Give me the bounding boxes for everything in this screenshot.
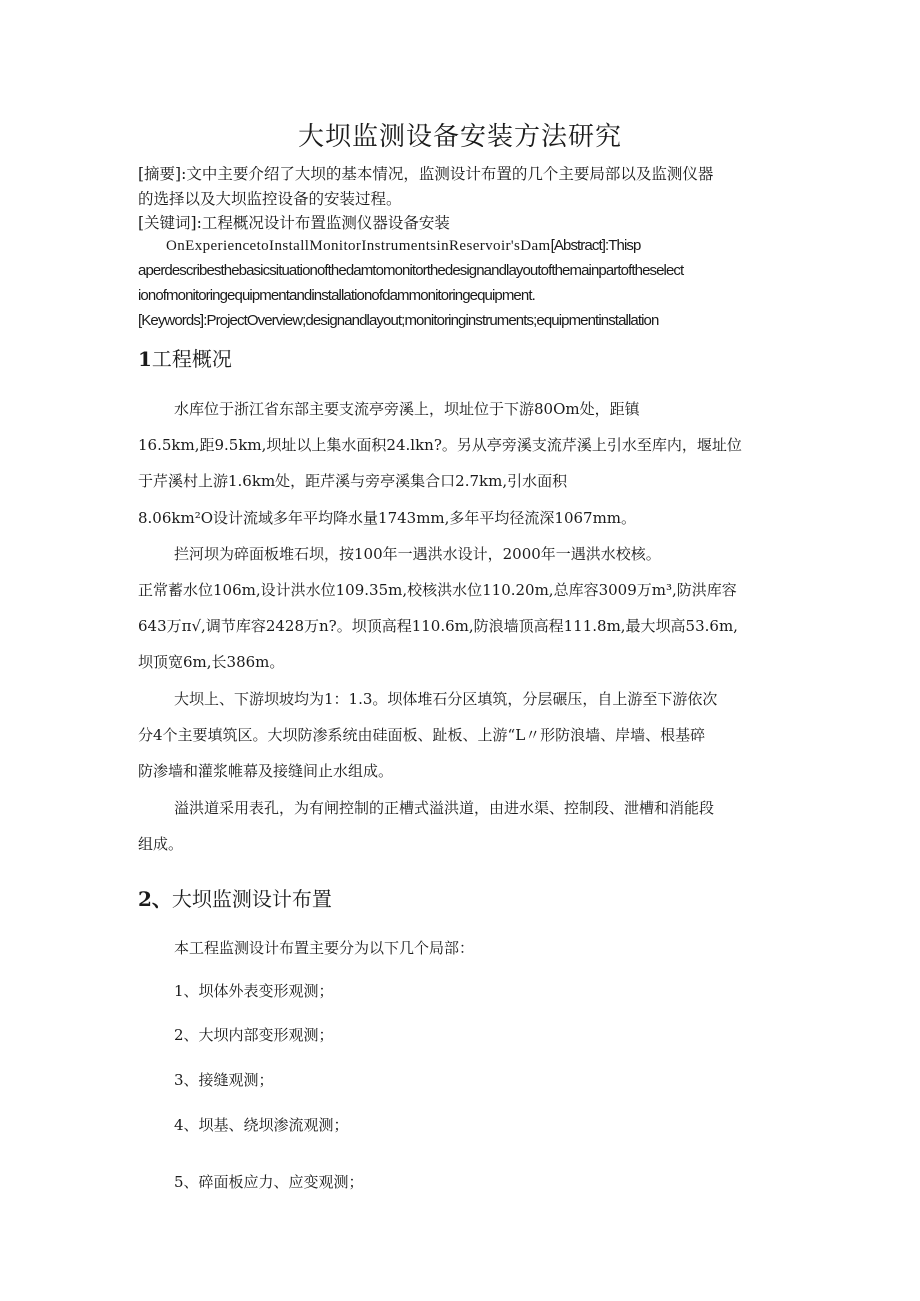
- s1-line-7: 643万π√,调节库容2428万n?。坝顶高程110.6m,防浪墙顶高程111.8m,最大坝高53.6m,: [138, 617, 738, 635]
- s1-line-11: 防渗墙和灌浆帷幕及接缝间止水组成。: [138, 762, 394, 780]
- section-1-heading: [138, 343, 232, 372]
- english-title: OnExperiencetoInstallMonitorInstrumentsinReservoir'sDam: [166, 238, 551, 254]
- s1-line-13: 组成。: [138, 835, 184, 853]
- s1-line-9: 大坝上、下游坝坡均为1：1.3。坝体堆石分区填筑，分层碾压，自上游至下游依次: [174, 690, 718, 708]
- english-abstract-line-1: [Abstract]:Thisp: [550, 237, 641, 254]
- english-heading-line: [166, 237, 640, 255]
- s1-line-10: 分4个主要填筑区。大坝防渗系统由硅面板、趾板、上游“L〃形防浪墙、岸墙、根基碎: [138, 726, 706, 744]
- section-1-title: 工程概况: [151, 347, 232, 371]
- document-title: 大坝监测设备安装方法研究: [297, 122, 622, 152]
- s1-line-4: 8.06km²O设计流域多年平均降水量1743mm,多年平均径流深1067mm。: [138, 509, 637, 527]
- s2-item-2: 2、大坝内部变形观测；: [174, 1026, 334, 1044]
- section-2-title: 大坝监测设计布置: [171, 887, 332, 911]
- s2-item-1: 1、坝体外表变形观测；: [174, 982, 334, 1000]
- s1-line-3: 于芹溪村上游1.6km处，距芹溪与旁亭溪集合口2.7km,引水面积: [138, 472, 568, 490]
- s1-line-12: 溢洪道采用表孔，为有闸控制的正槽式溢洪道，由进水渠、控制段、泄槽和消能段: [174, 799, 715, 817]
- s2-item-5: 5、碎面板应力、应变观测；: [174, 1173, 364, 1191]
- section-2-number: 2、: [138, 887, 172, 911]
- english-keywords: [Keywords]:ProjectOverview;designandlayout;monitoringinstruments;equipmentinstallation: [138, 312, 659, 329]
- s2-item-3: 3、接缝观测；: [174, 1071, 274, 1089]
- s1-line-6: 正常蓄水位106m,设计洪水位109.35m,校核洪水位110.20m,总库容3009万m³,防洪库容: [138, 581, 737, 599]
- abstract-cn-line-1: [摘要]:文中主要介绍了大坝的基本情况，监测设计布置的几个主要局部以及监测仪器: [138, 165, 714, 183]
- section-1-number: 1: [138, 347, 152, 371]
- english-abstract-line-2: aperdescribesthebasicsituationofthedamtomonitorthedesignandlayoutofthemainpartoftheselect: [138, 262, 684, 279]
- s1-line-1: 水库位于浙江省东部主要支流亭旁溪上，坝址位于下游80Om处，距镇: [174, 400, 640, 418]
- s1-line-5: 拦河坝为碎面板堆石坝，按100年一遇洪水设计，2000年一遇洪水校核。: [174, 545, 661, 563]
- s1-line-2: 16.5km,距9.5km,坝址以上集水面积24.lkn?。另从亭旁溪支流芹溪上引水至库内，堰址位: [138, 436, 742, 454]
- s2-intro: 本工程监测设计布置主要分为以下几个局部：: [174, 939, 475, 957]
- english-abstract-line-3: ionofmonitoringequipmentandinstallationofdammonitoringequipment.: [138, 287, 535, 304]
- keywords-cn: [关键词]:工程概况设计布置监测仪器设备安装: [138, 214, 450, 232]
- s1-line-8: 坝顶宽6m,长386m。: [138, 653, 285, 671]
- abstract-cn-line-2: 的选择以及大坝监控设备的安装过程。: [138, 190, 402, 208]
- s2-item-4: 4、坝基、绕坝渗流观测；: [174, 1116, 349, 1134]
- section-2-heading: [138, 883, 332, 912]
